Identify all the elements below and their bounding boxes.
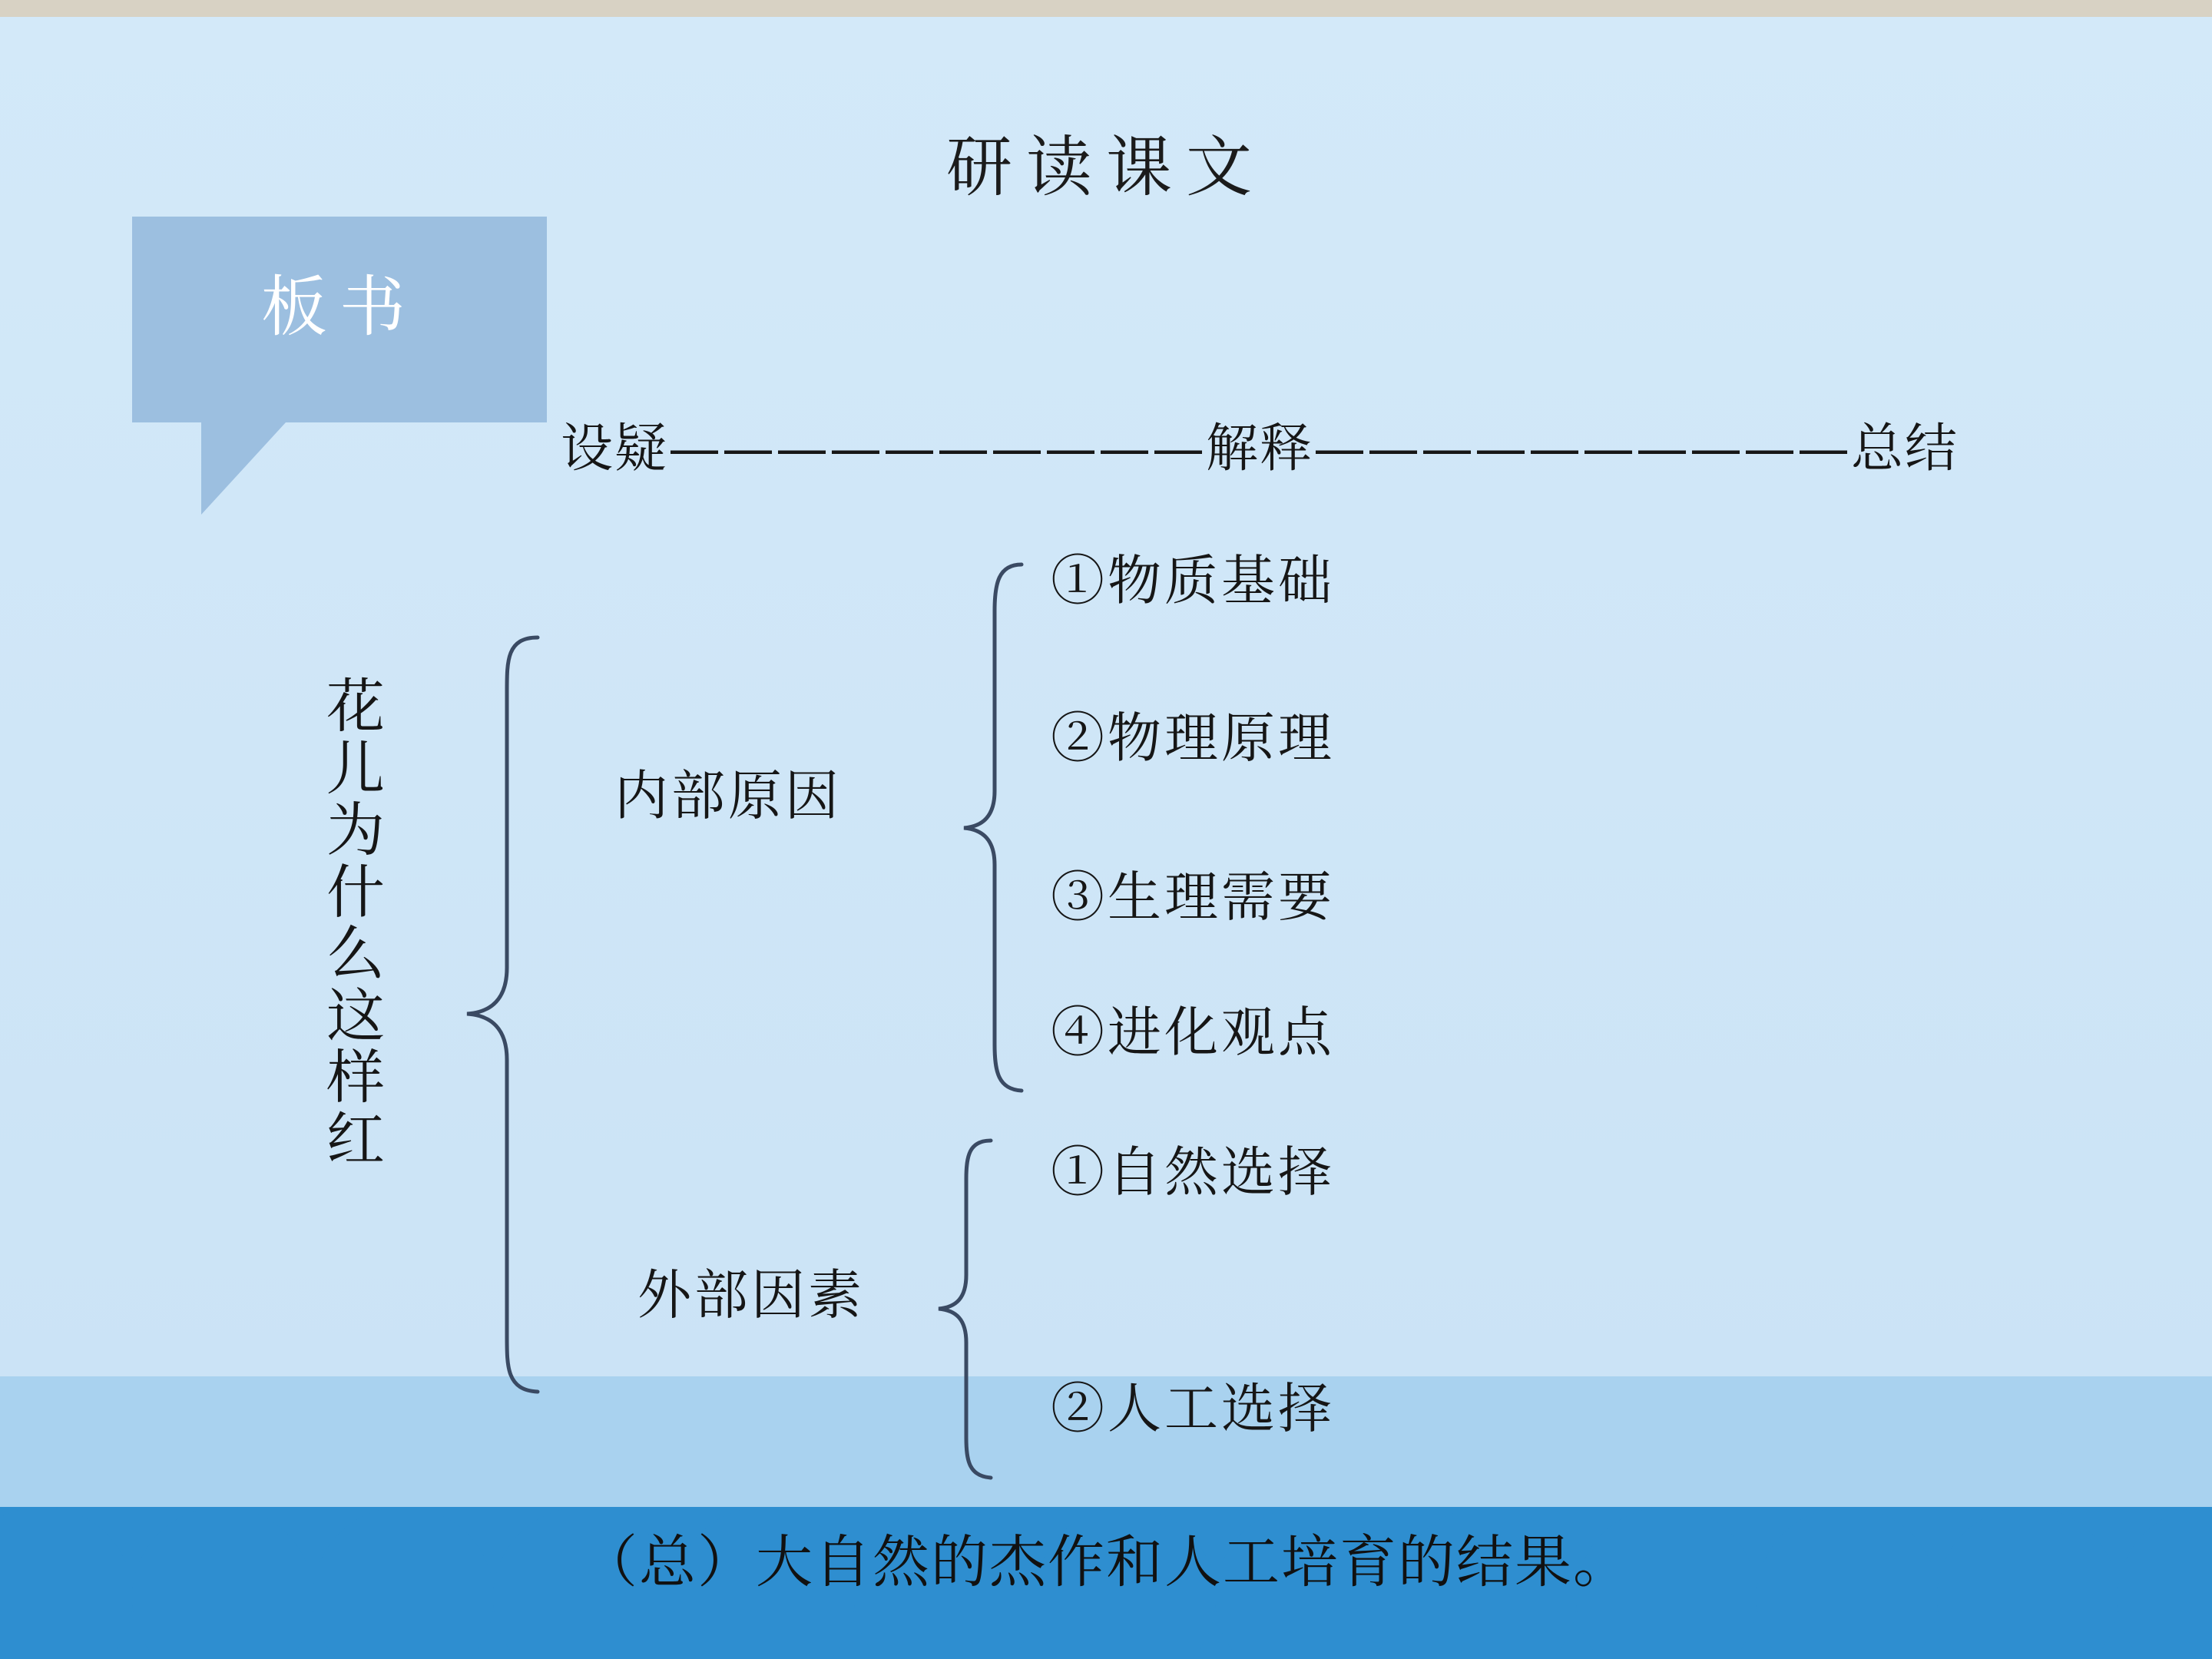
leaf-external-1: ①自然选择 [1051,1141,1335,1204]
leaf-internal-4: ④进化观点 [1051,1001,1335,1064]
page-title: 研读课文 [946,129,1266,206]
vertical-char: 红 [326,1104,385,1174]
vertical-char: 儿 [326,733,385,803]
callout-label: 板书 [261,269,418,346]
leaf-external-2: ②人工选择 [1051,1377,1335,1440]
flow-line: 设疑——————————解释——————————总结 [561,419,1959,479]
vertical-char: 么 [326,919,385,988]
vertical-char: 这 [326,981,385,1050]
vertical-char: 花 [326,672,385,740]
leaf-internal-2: ②物理原理 [1051,707,1335,770]
group-label-external: 外部因素 [637,1263,865,1326]
vertical-char: 样 [326,1043,385,1112]
callout-tail [201,422,286,515]
vertical-question [313,672,398,1174]
leaf-internal-1: ①物质基础 [1051,549,1335,612]
top-accent-strip [0,0,2212,17]
group-label-internal: 内部原因 [614,764,842,827]
leaf-internal-3: ③生理需要 [1051,866,1335,929]
vertical-char: 什 [326,857,385,926]
vertical-char: 为 [326,796,385,865]
conclusion-text: （总）大自然的杰作和人工培育的结果。 [581,1529,1631,1595]
